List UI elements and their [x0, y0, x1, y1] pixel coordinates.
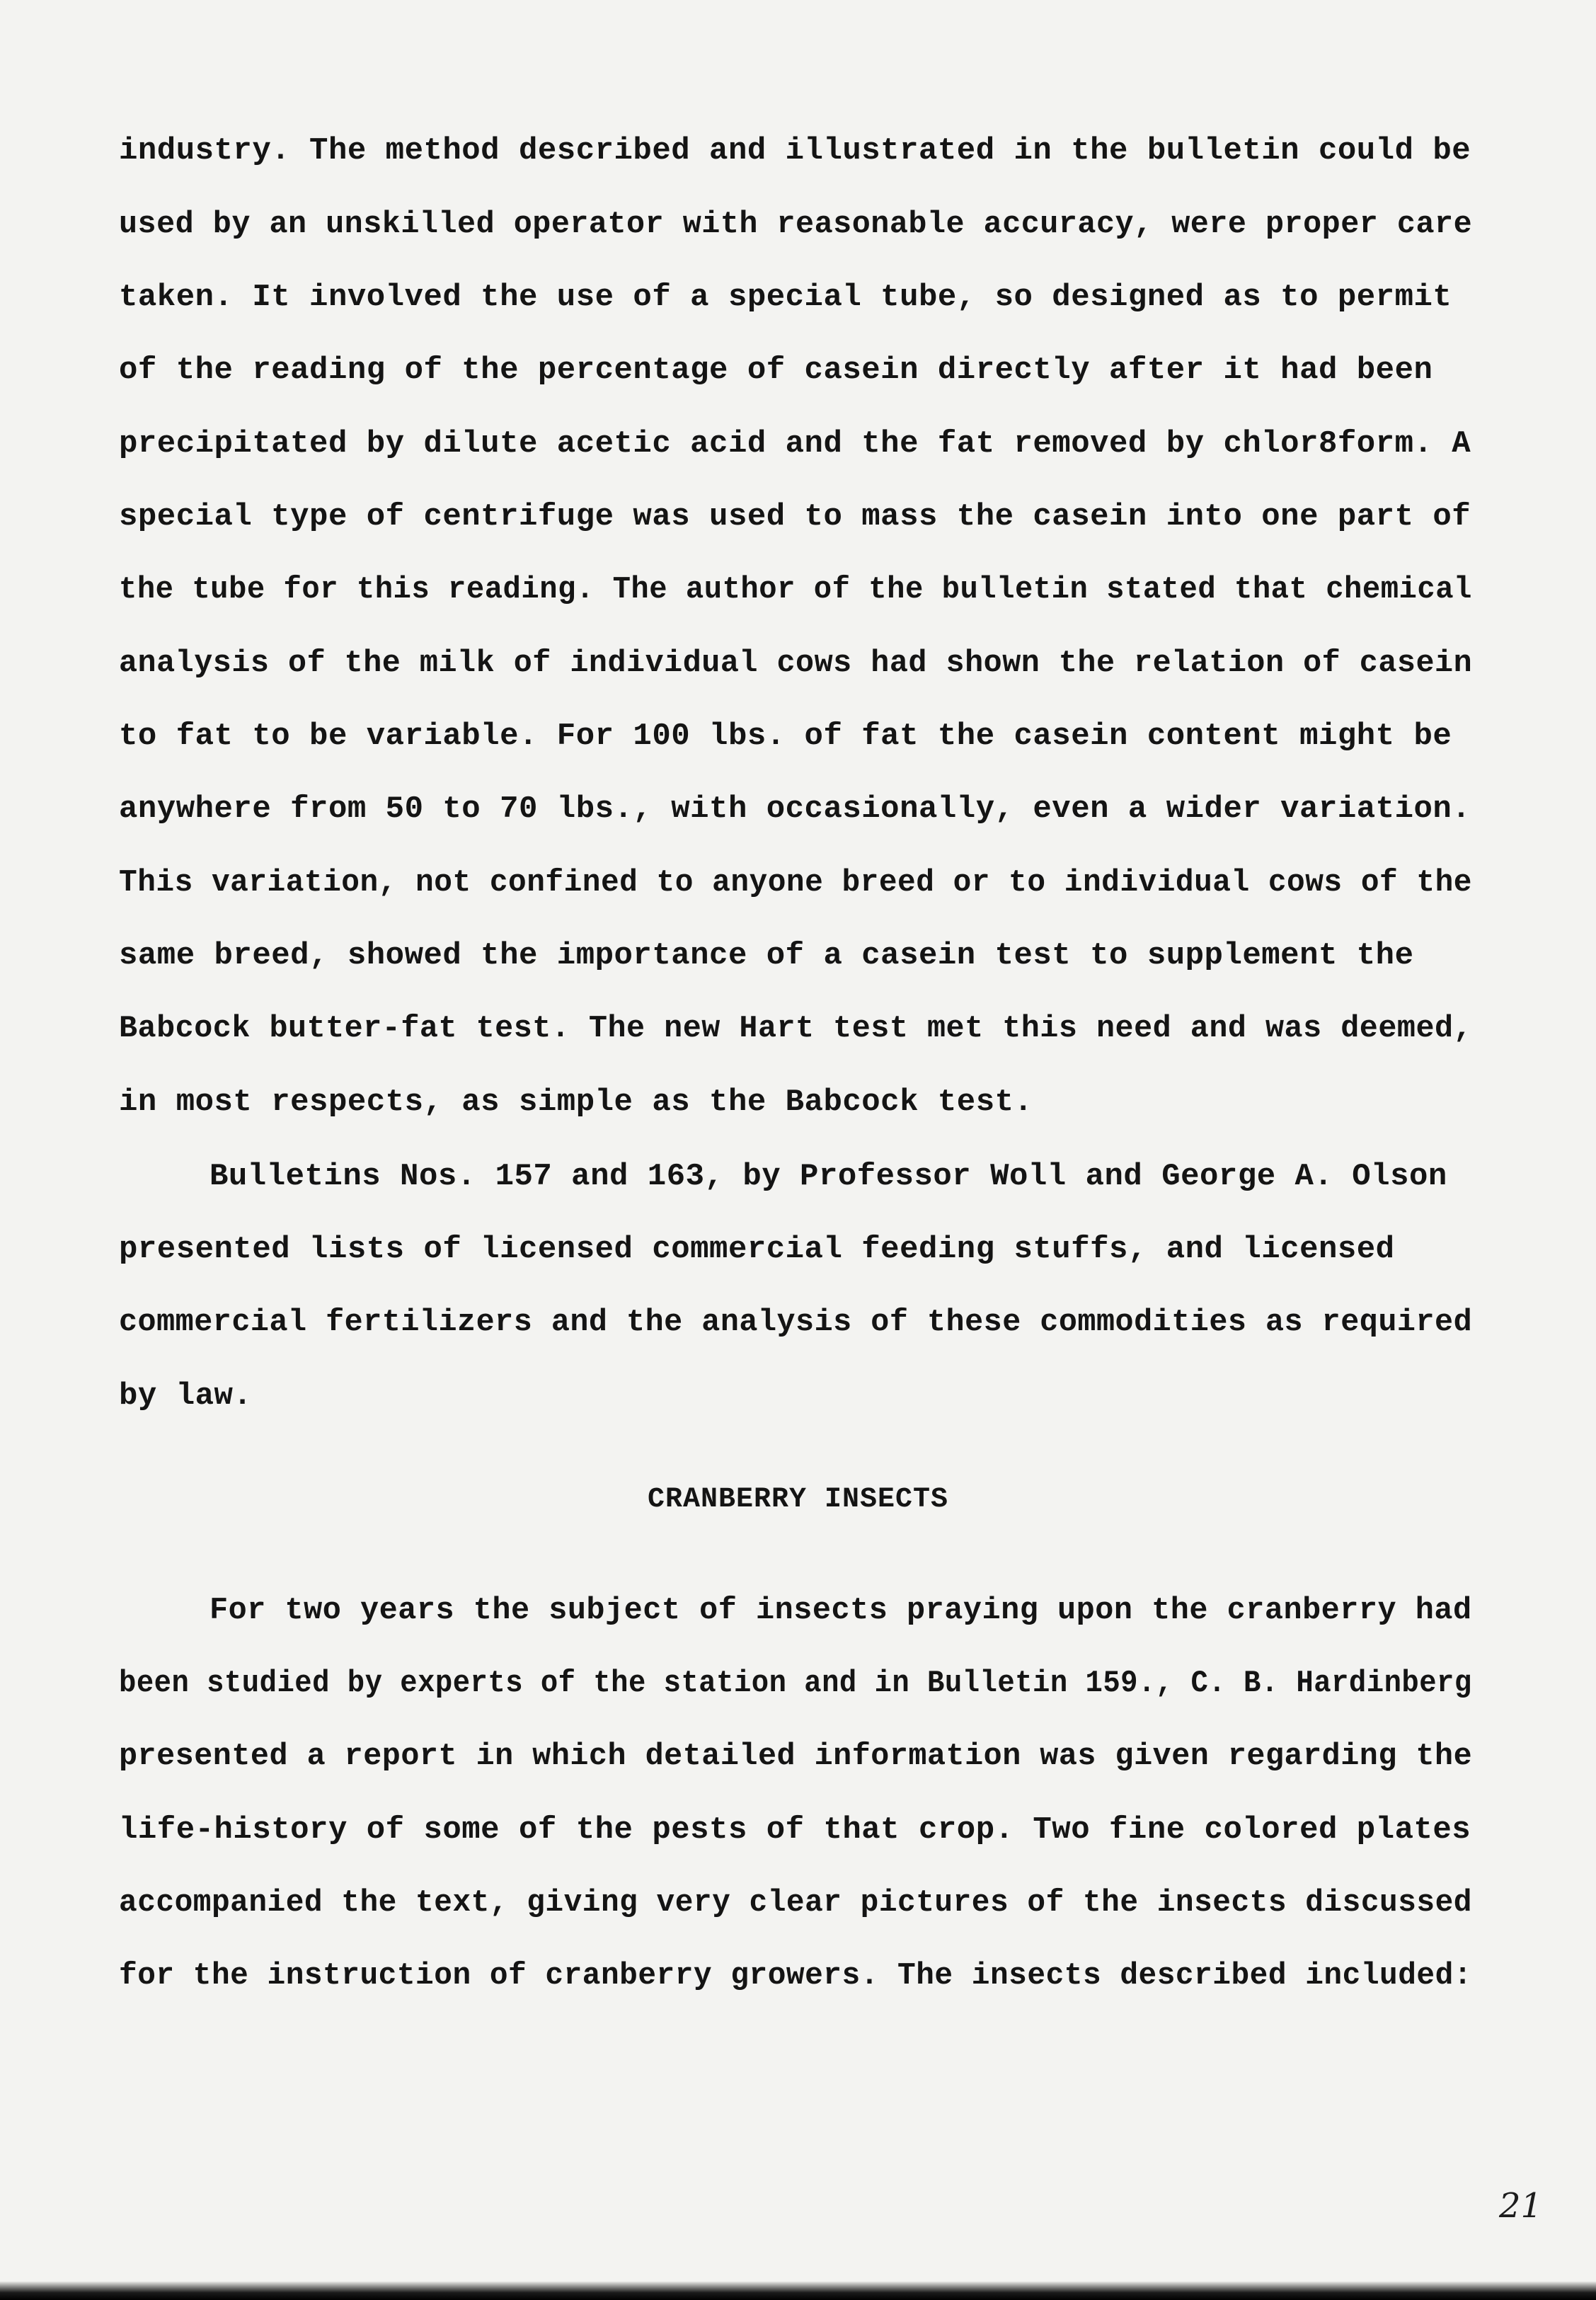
text-line: to fat to be variable. For 100 lbs. of fat the casein content might be [119, 719, 1452, 754]
section-heading: CRANBERRY INSECTS [647, 1484, 949, 1516]
text-line: For two years the subject of insects praying upon the cranberry had [209, 1593, 1472, 1628]
text-line: commercial fertilizers and the analysis of these commodities as required [119, 1305, 1473, 1340]
text-line: anywhere from 50 to 70 lbs., with occasionally, even a wider variation. [119, 791, 1471, 827]
text-line: precipitated by dilute acetic acid and the fat removed by chlor8form. A [119, 426, 1471, 462]
text-line: This variation, not confined to anyone breed or to individual cows of the [119, 865, 1472, 900]
text-line: by law. [119, 1378, 253, 1414]
text-line: Bulletins Nos. 157 and 163, by Professor Woll and George A. Olson [209, 1159, 1447, 1194]
text-line: used by an unskilled operator with reasonable accuracy, were proper care [119, 207, 1473, 242]
text-line: of the reading of the percentage of casein directly after it had been [119, 353, 1433, 388]
text-line: same breed, showed the importance of a casein test to supplement the [119, 938, 1414, 973]
text-line: presented lists of licensed commercial feeding stuffs, and licensed [119, 1232, 1395, 1267]
text-line: accompanied the text, giving very clear pictures of the insects discussed [119, 1885, 1472, 1921]
text-line: in most respects, as simple as the Babcock test. [119, 1085, 1033, 1120]
text-line: Babcock butter-fat test. The new Hart test met this need and was deemed, [119, 1011, 1473, 1046]
text-line: special type of centrifuge was used to mass the casein into one part of [119, 499, 1471, 534]
text-line: the tube for this reading. The author of the bulletin stated that chemical [119, 572, 1472, 607]
text-line: for the instruction of cranberry growers. The insects described included: [119, 1958, 1472, 1993]
page-number: 21 [1499, 2186, 1543, 2226]
text-line: presented a report in which detailed information was given regarding the [119, 1739, 1473, 1774]
text-line: taken. It involved the use of a special tube, so designed as to permit [119, 280, 1452, 315]
text-line: industry. The method described and illustrated in the bulletin could be [119, 133, 1471, 168]
scan-bottom-edge [0, 2282, 1596, 2300]
text-line: analysis of the milk of individual cows had shown the relation of casein [119, 646, 1473, 681]
text-line: been studied by experts of the station and in Bulletin 159., C. B. Hardinberg [119, 1666, 1472, 1701]
text-line: life-history of some of the pests of that crop. Two fine colored plates [119, 1812, 1471, 1848]
